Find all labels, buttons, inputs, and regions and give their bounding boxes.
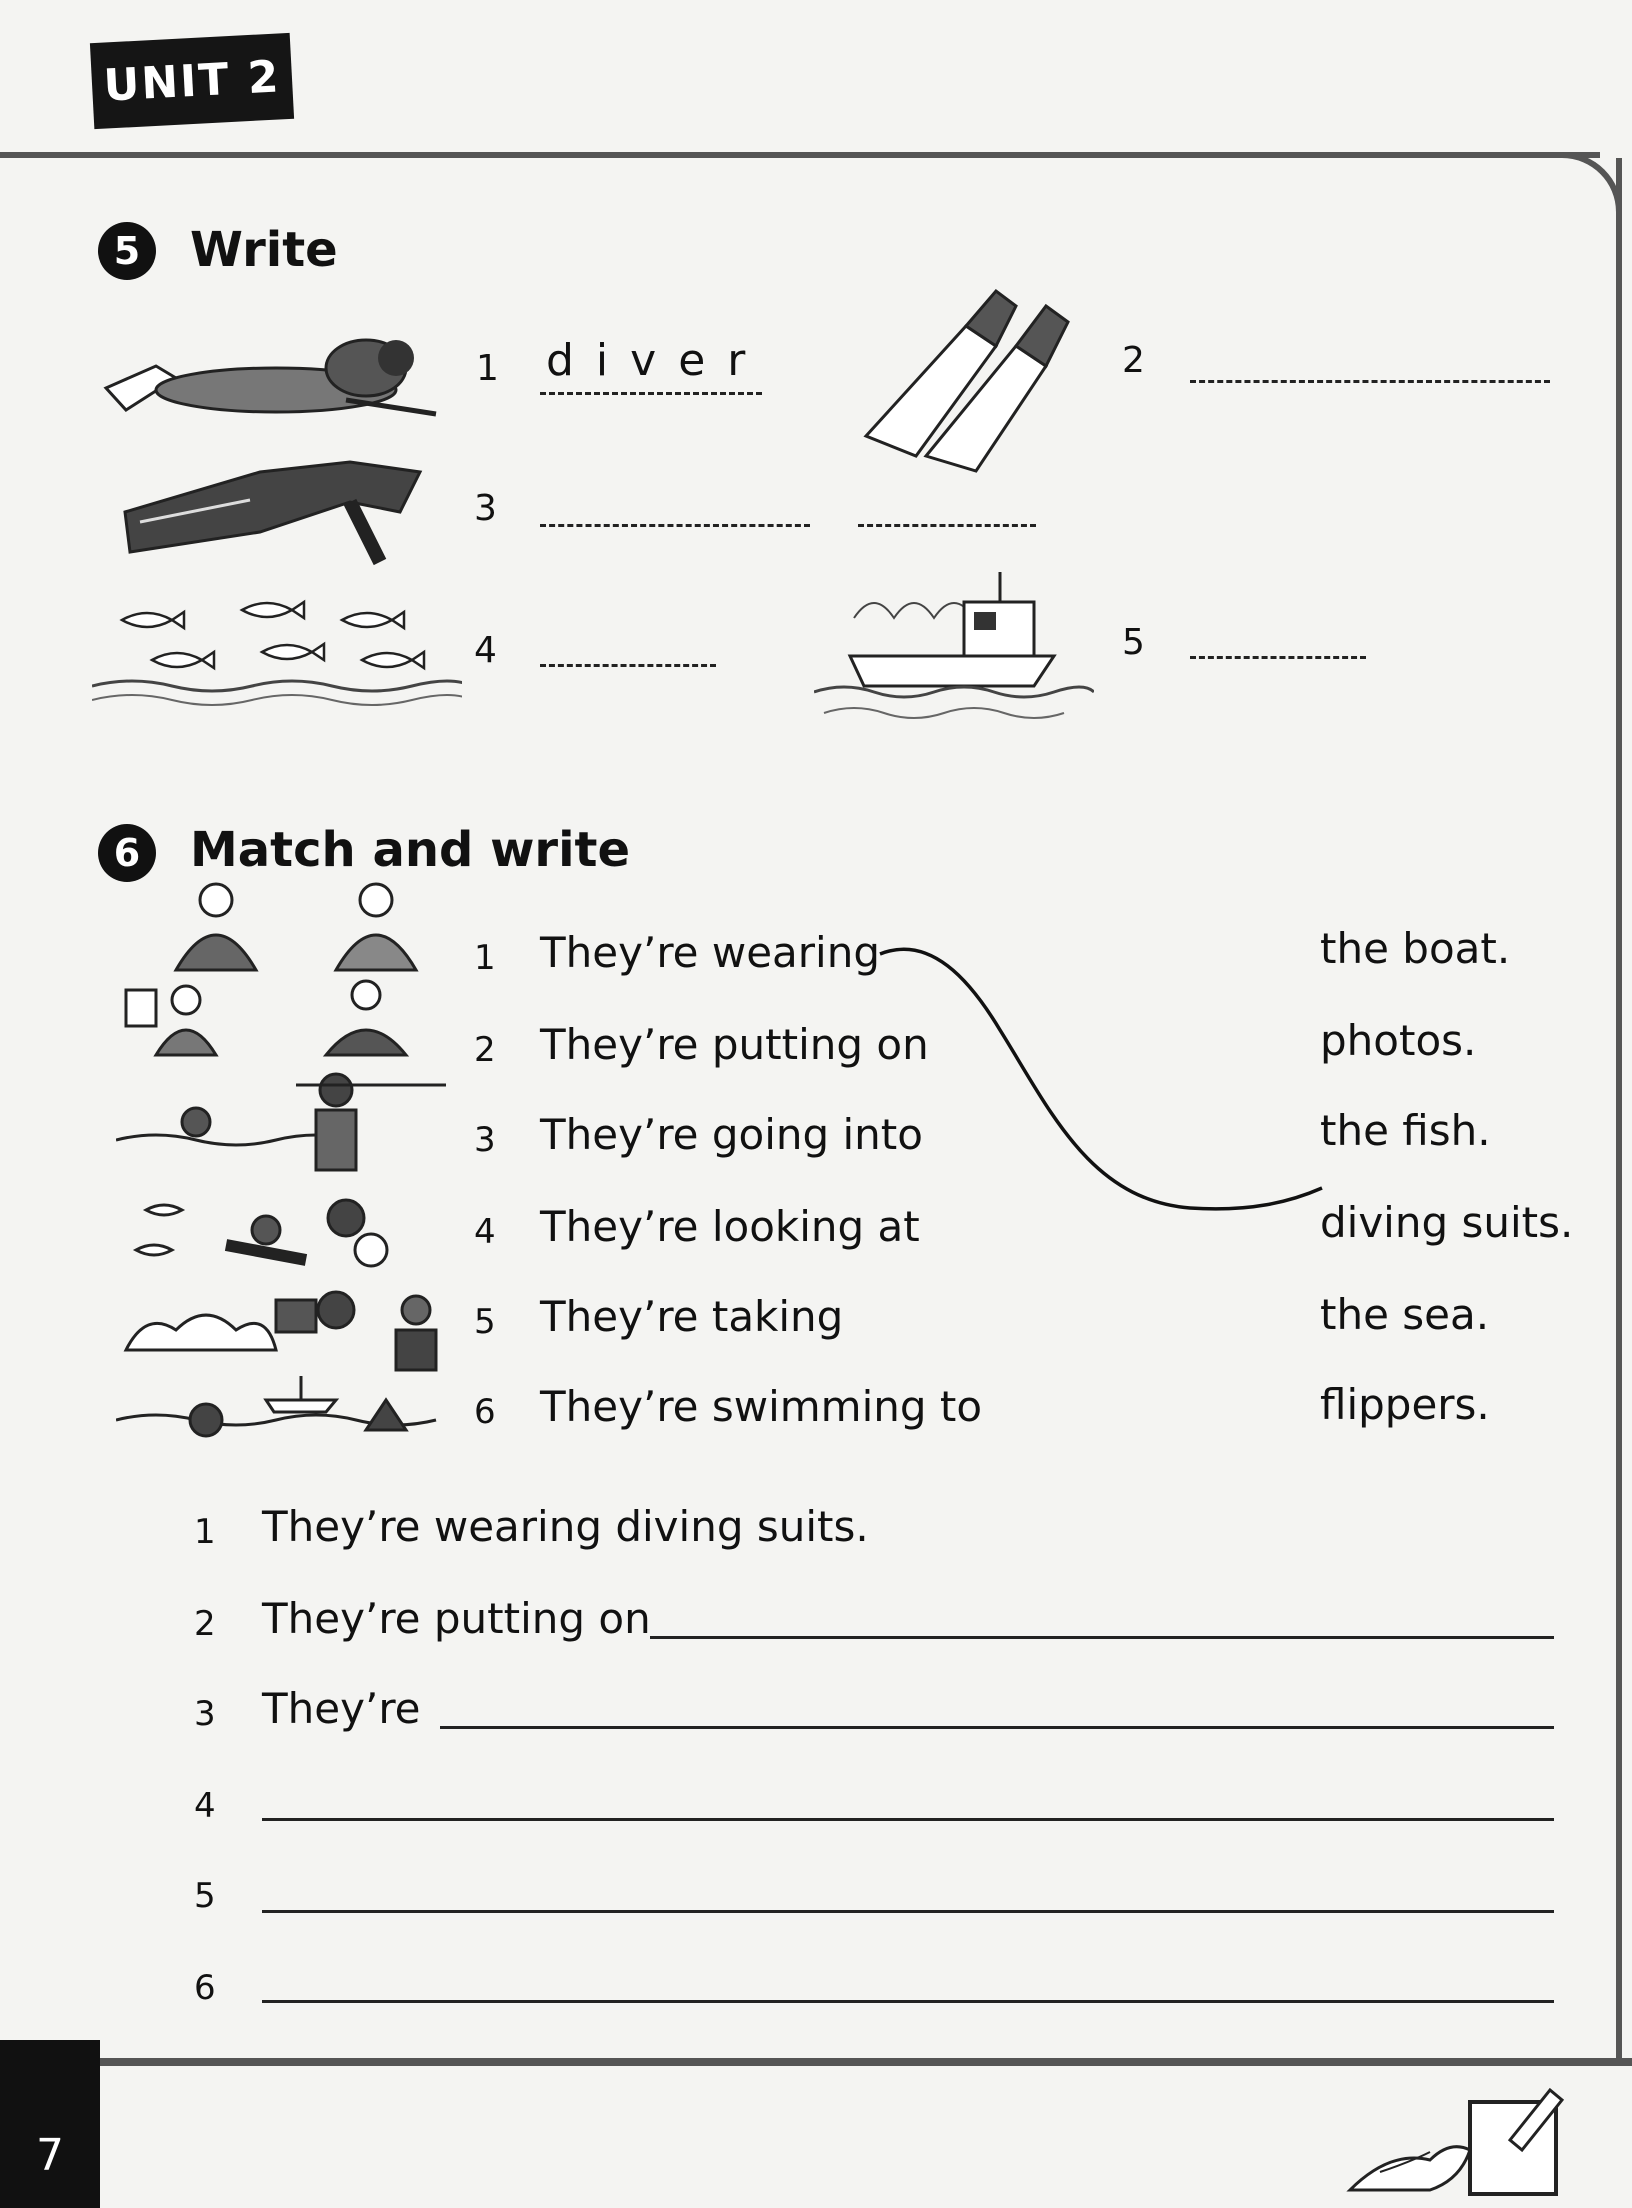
- item-4-number: 4: [474, 630, 497, 671]
- sentence-1-text: They’re wearing diving suits.: [262, 1502, 869, 1551]
- match-connector-line: [870, 940, 1330, 1260]
- item-2-number: 2: [1122, 340, 1145, 381]
- ending-2: photos.: [1320, 1016, 1477, 1065]
- stem-4-number: 4: [474, 1212, 496, 1252]
- fish-picture: [92, 590, 462, 710]
- stem-3-text: They’re going into: [540, 1110, 923, 1159]
- unit-badge: UNIT 2: [90, 33, 294, 129]
- sentence-3-number: 3: [194, 1694, 216, 1734]
- diving-suit-picture: [120, 452, 440, 572]
- item-3-answer-line-a[interactable]: [540, 524, 810, 527]
- stem-5-text: They’re taking: [540, 1292, 844, 1341]
- diver-picture: [96, 318, 446, 428]
- page-number: 7: [36, 2130, 64, 2181]
- stem-3-number: 3: [474, 1120, 496, 1160]
- stem-5-number: 5: [474, 1302, 496, 1342]
- sentence-4-answer-line[interactable]: [262, 1818, 1554, 1821]
- sentence-5-number: 5: [194, 1876, 216, 1916]
- item-5-number: 5: [1122, 622, 1145, 663]
- sentence-3-answer-line[interactable]: [440, 1726, 1554, 1729]
- stem-2-text: They’re putting on: [540, 1020, 929, 1069]
- stem-2-number: 2: [474, 1030, 496, 1070]
- stem-1-text: They’re wearing: [540, 928, 880, 977]
- stem-6-number: 6: [474, 1392, 496, 1432]
- item-4-answer-line[interactable]: [540, 664, 716, 667]
- item-2-answer-line[interactable]: [1190, 380, 1550, 383]
- stem-6-text: They’re swimming to: [540, 1382, 983, 1431]
- item-1-answer: diver: [546, 335, 768, 386]
- frame-bottom-border: [100, 2058, 1632, 2066]
- sentence-4-number: 4: [194, 1786, 216, 1826]
- sentence-2-answer-line[interactable]: [650, 1636, 1554, 1639]
- sentence-2-text: They’re putting on: [262, 1594, 651, 1643]
- frame-right-border: [1616, 158, 1622, 2058]
- ending-4: diving suits.: [1320, 1198, 1574, 1247]
- boat-picture: [814, 568, 1094, 738]
- sentence-6-answer-line[interactable]: [262, 2000, 1554, 2003]
- stem-4-text: They’re looking at: [540, 1202, 920, 1251]
- item-3-number: 3: [474, 488, 497, 529]
- stem-1-number: 1: [474, 938, 496, 978]
- section-5-title: Write: [190, 222, 338, 278]
- item-1-number: 1: [476, 348, 499, 389]
- ending-6: flippers.: [1320, 1380, 1490, 1429]
- sentence-6-number: 6: [194, 1968, 216, 2008]
- sentence-5-answer-line[interactable]: [262, 1910, 1554, 1913]
- item-3-answer-line-b[interactable]: [858, 524, 1036, 527]
- item-1-answer-underline: [540, 392, 762, 395]
- item-5-answer-line[interactable]: [1190, 656, 1366, 659]
- bird-writing-icon: [1340, 2080, 1570, 2204]
- sentence-3-text: They’re: [262, 1684, 421, 1733]
- section-5-number: 5: [98, 222, 156, 280]
- ending-5: the sea.: [1320, 1290, 1490, 1339]
- page-number-tab: [0, 2040, 100, 2208]
- ending-3: the fish.: [1320, 1106, 1491, 1155]
- match-pictures-column: [116, 880, 446, 1450]
- flippers-picture: [856, 286, 1082, 476]
- frame-corner: [1536, 152, 1622, 238]
- sentence-2-number: 2: [194, 1604, 216, 1644]
- frame-top-border: [0, 152, 1600, 158]
- ending-1: the boat.: [1320, 924, 1511, 973]
- section-6-number: 6: [98, 824, 156, 882]
- section-6-title: Match and write: [190, 822, 631, 878]
- sentence-1-number: 1: [194, 1512, 216, 1552]
